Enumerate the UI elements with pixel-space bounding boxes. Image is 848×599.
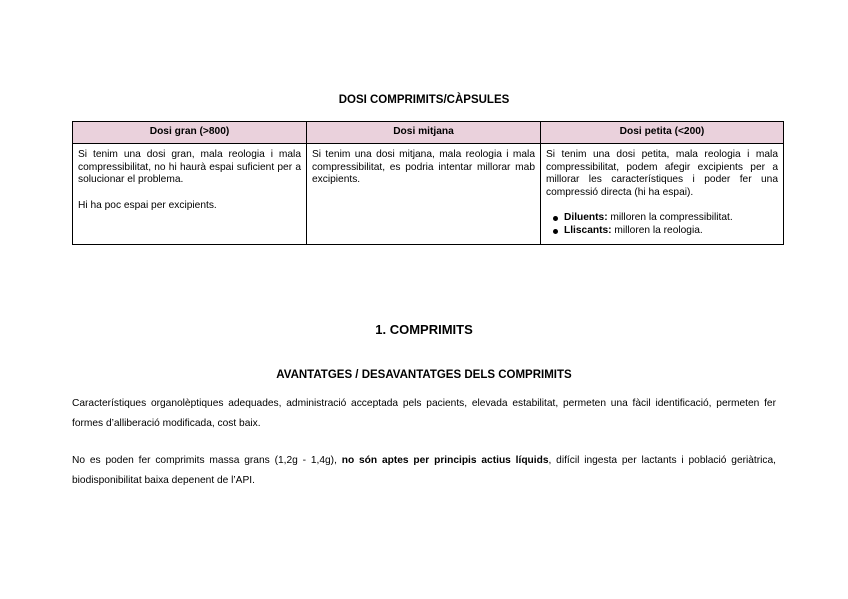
section-title: 1. COMPRIMITS bbox=[375, 322, 473, 337]
dosi-mitjana-text: Si tenim una dosi mitjana, mala reologia i mala compressibilitat, es podria intentar millorar mab excipients. bbox=[312, 149, 535, 186]
list-item-bold: Lliscants: bbox=[564, 224, 612, 236]
list-item-text: milloren la compressibilitat. bbox=[607, 212, 733, 224]
dosi-petita-text: Si tenim una dosi petita, mala reologia i mala compressibilitat, podem afegir excipients per a millorar les característiques i poder fer una compressió directa (hi ha espai). bbox=[546, 149, 778, 198]
list-item bbox=[564, 225, 778, 238]
disadvantages-text-1: No es poden fer comprimits massa grans (1,2g - 1,4g), bbox=[72, 455, 342, 466]
subsection-title: AVANTATGES / DESAVANTATGES DELS COMPRIMITS bbox=[276, 369, 572, 381]
cell-dosi-gran bbox=[73, 144, 307, 245]
header-dosi-petita: Dosi petita (<200) bbox=[541, 122, 784, 144]
table-header-row bbox=[73, 122, 784, 144]
cell-dosi-petita bbox=[541, 144, 784, 245]
list-item bbox=[564, 212, 778, 225]
excipient-list bbox=[546, 212, 778, 237]
document-title: DOSI COMPRIMITS/CÀPSULES bbox=[338, 94, 510, 106]
dosi-gran-note: Hi ha poc espai per excipients. bbox=[78, 199, 217, 211]
header-dosi-gran: Dosi gran (>800) bbox=[73, 122, 307, 144]
header-dosi-mitjana: Dosi mitjana bbox=[307, 122, 541, 144]
disadvantages-paragraph bbox=[72, 451, 776, 490]
disadvantages-bold: no són aptes per principis actius líquids bbox=[341, 455, 549, 466]
list-item-text: milloren la reologia. bbox=[611, 224, 703, 236]
dose-comparison-table bbox=[72, 121, 784, 245]
disadvantages-text-2: , difícil ingesta per lactants i població geriàtrica, biodisponibilitat baixa depenent de l’API. bbox=[72, 455, 777, 486]
advantages-paragraph: Característiques organolèptiques adequades, administració acceptada pels pacients, elevada estabilitat, permeten una fàcil identificació, permeten fer formes d’alliberació modificada, cost baix. bbox=[72, 398, 776, 429]
list-item-bold: Diluents: bbox=[564, 212, 608, 224]
table-row bbox=[73, 144, 784, 245]
cell-dosi-mitjana bbox=[307, 144, 541, 245]
dosi-gran-text: Si tenim una dosi gran, mala reologia i mala compressibilitat, no hi haurà espai suficient per a solucionar el problema. bbox=[78, 149, 301, 186]
